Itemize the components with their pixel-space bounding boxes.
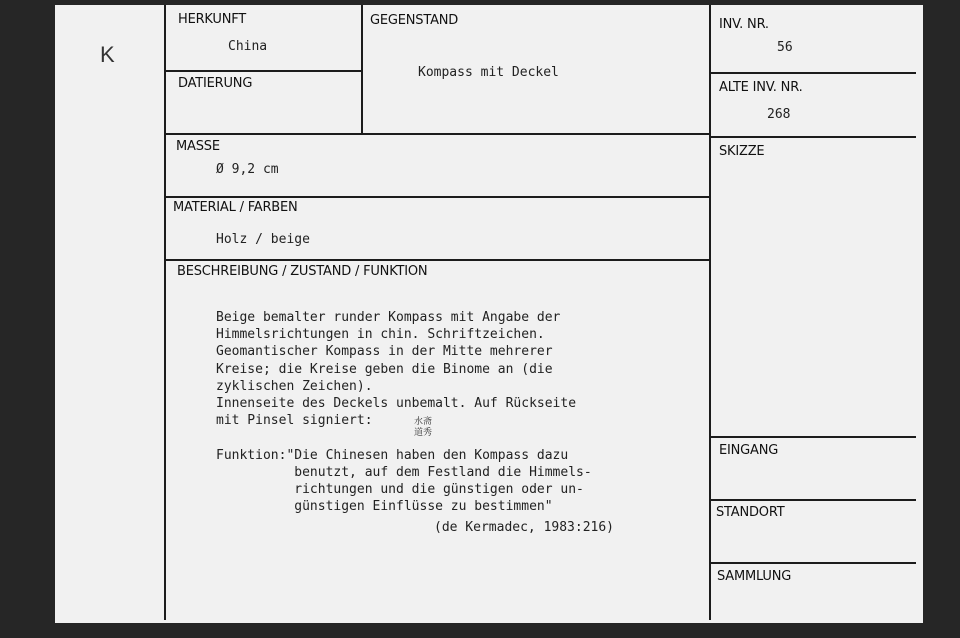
beschreibung-line: benutzt, auf dem Festland die Himmels- xyxy=(216,464,592,480)
beschreibung-line: günstigen Einflüsse zu bestimmen" xyxy=(216,499,553,515)
herkunft-gegenstand-divider xyxy=(361,5,363,133)
herkunft-value: China xyxy=(228,39,268,54)
material-top-rule xyxy=(165,196,710,198)
standort-top-rule xyxy=(710,499,916,501)
alte-inv-nr-label: ALTE INV. NR. xyxy=(719,80,803,95)
beschreibung-line: mit Pinsel signiert: xyxy=(216,413,373,429)
beschreibung-line xyxy=(216,429,592,446)
beschreibung-line: richtungen und die günstigen oder un- xyxy=(216,482,584,498)
herkunft-label: HERKUNFT xyxy=(178,12,247,27)
beschreibung-label: BESCHREIBUNG / ZUSTAND / FUNKTION xyxy=(177,264,428,279)
left-vertical-rule xyxy=(164,5,166,620)
sammlung-label: SAMMLUNG xyxy=(717,569,792,584)
alte-inv-nr-value: 268 xyxy=(767,107,791,122)
beschreibung-line: Kreise; die Kreise geben die Binome an (die xyxy=(216,361,553,377)
beschreibung-text xyxy=(216,309,592,515)
masse-top-rule xyxy=(165,133,710,135)
beschreibung-line: zyklischen Zeichen). xyxy=(216,378,373,394)
masse-label: MASSE xyxy=(176,139,220,154)
beschreibung-line: Geomantischer Kompass in der Mitte mehrerer xyxy=(216,344,553,360)
eingang-top-rule xyxy=(710,436,916,438)
beschreibung-line: Innenseite des Deckels unbemalt. Auf Rückseite xyxy=(216,396,577,412)
signature-line-1: 水斋 xyxy=(414,417,433,427)
right-vertical-rule xyxy=(709,5,711,620)
citation: (de Kermadec, 1983:216) xyxy=(434,520,615,535)
gegenstand-label: GEGENSTAND xyxy=(370,13,459,28)
beschreibung-line: Himmelsrichtungen in chin. Schriftzeichen. xyxy=(216,327,545,343)
standort-label: STANDORT xyxy=(716,505,785,520)
eingang-label: EINGANG xyxy=(719,443,779,458)
inv-nr-bottom-rule xyxy=(710,72,916,74)
sammlung-top-rule xyxy=(710,562,916,564)
signature-line-2: 道秀 xyxy=(414,428,433,438)
herkunft-datierung-rule xyxy=(165,70,362,72)
alte-inv-bottom-rule xyxy=(710,136,916,138)
datierung-label: DATIERUNG xyxy=(178,76,253,91)
masse-value: Ø 9,2 cm xyxy=(216,162,279,177)
skizze-label: SKIZZE xyxy=(719,144,765,159)
beschreibung-line: Beige bemalter runder Kompass mit Angabe der xyxy=(216,310,561,325)
margin-mark: K xyxy=(100,42,115,67)
gegenstand-value: Kompass mit Deckel xyxy=(418,65,559,80)
material-value: Holz / beige xyxy=(216,232,310,247)
inv-nr-label: INV. NR. xyxy=(719,17,769,32)
beschreibung-top-rule xyxy=(165,259,710,261)
beschreibung-line: Funktion:"Die Chinesen haben den Kompass dazu xyxy=(216,447,569,463)
material-label: MATERIAL / FARBEN xyxy=(173,200,298,215)
brush-signature xyxy=(414,417,432,439)
inv-nr-value: 56 xyxy=(777,40,793,55)
